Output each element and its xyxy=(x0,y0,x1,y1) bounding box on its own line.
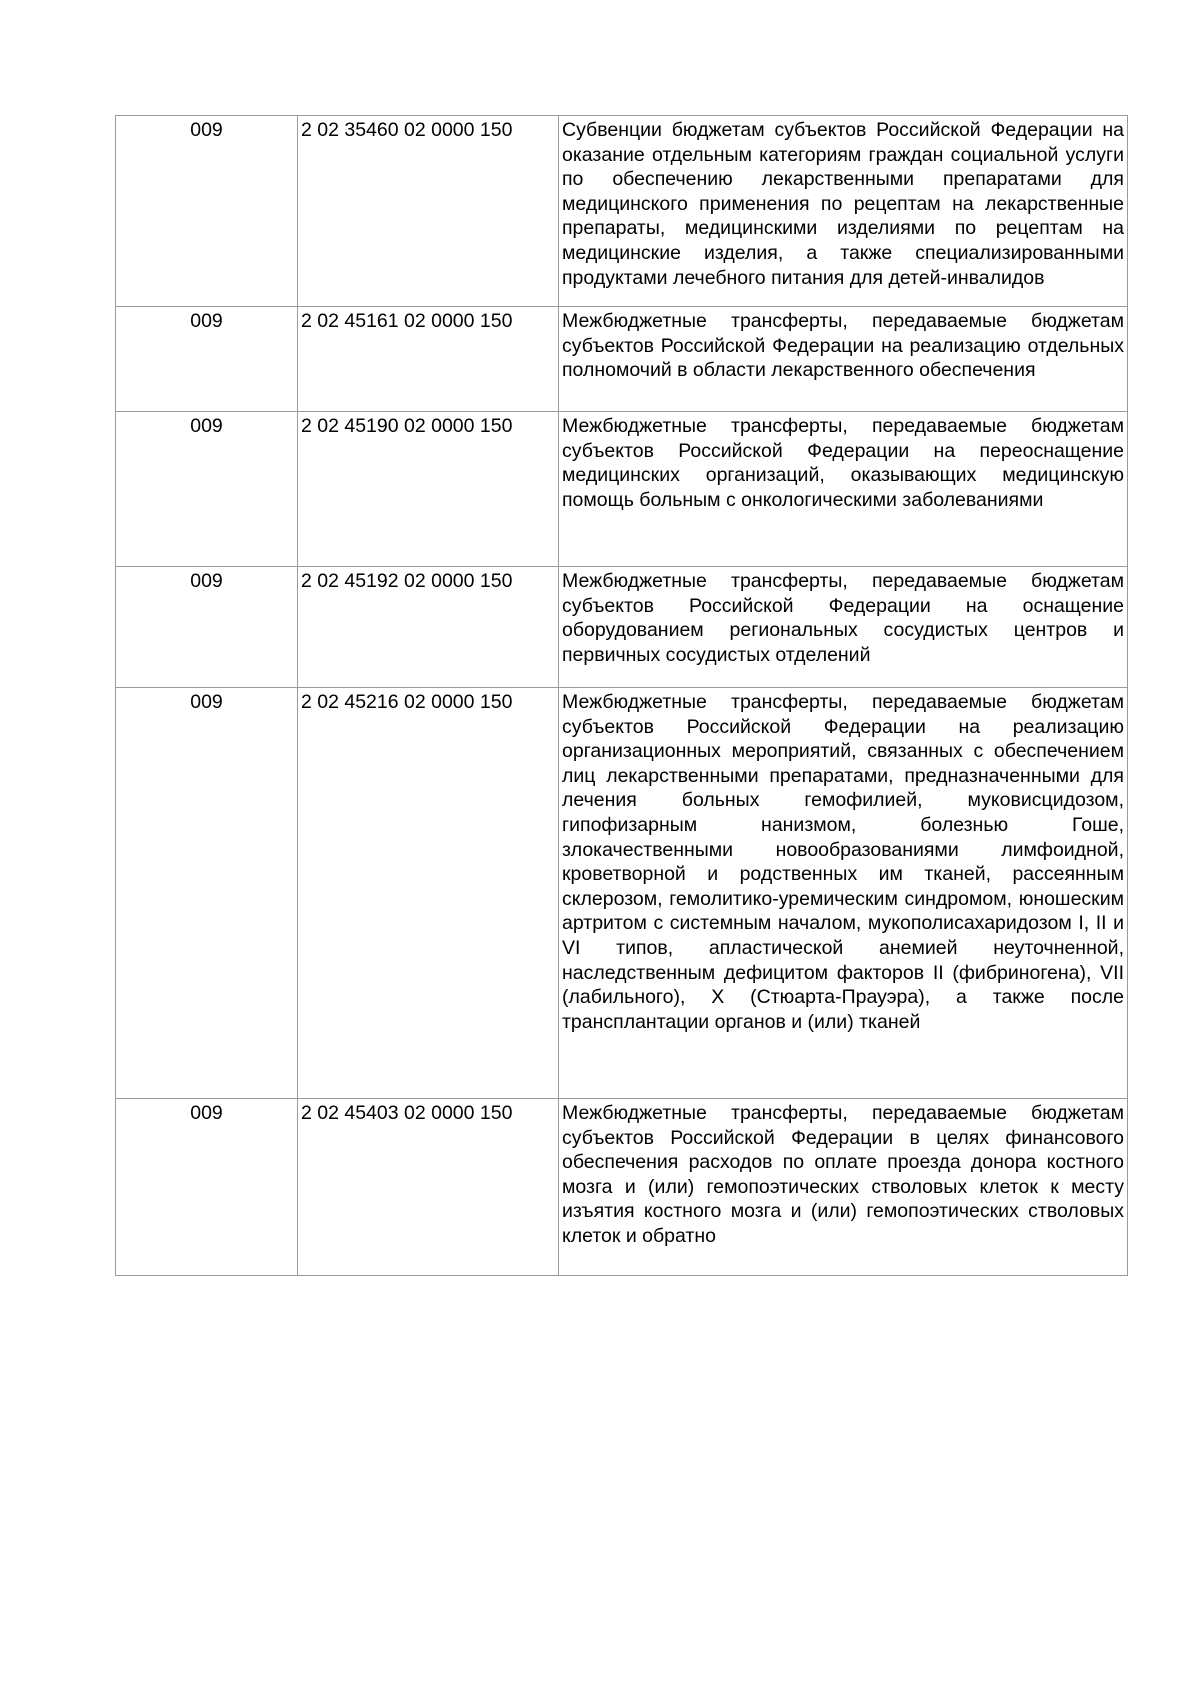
description-cell: Межбюджетные трансферты, передаваемые бюджетам субъектов Российской Федерации на переоснащение медицинских организаций, оказывающих медицинскую помощь больным с онкологическими заболеваниями xyxy=(559,412,1128,567)
budget-code-cell: 2 02 45161 02 0000 150 xyxy=(298,307,559,412)
table-row xyxy=(116,567,1128,688)
description-cell: Межбюджетные трансферты, передаваемые бюджетам субъектов Российской Федерации на реализацию организационных мероприятий, связанных с обеспечением лиц лекарственными препаратами, предназначенными для лечения больных гемофилией, муковисцидозом, гипофизарным нанизмом, болезнью Гоше, злокачественными новообразованиями лимфоидной, кроветворной и родственных им тканей, рассеянным склерозом, гемолитико-уремическим синдромом, юношеским артритом с системным началом, мукополисахаридозом I, II и VI типов, апластической анемией неуточненной, наследственным дефицитом факторов II (фибриногена), VII (лабильного), X (Стюарта-Прауэра), а также после трансплантации органов и (или) тканей xyxy=(559,688,1128,1099)
admin-code-cell: 009 xyxy=(116,688,298,1099)
table-row xyxy=(116,116,1128,307)
budget-codes-table xyxy=(115,115,1128,1276)
admin-code-cell: 009 xyxy=(116,567,298,688)
table-row xyxy=(116,688,1128,1099)
budget-code-cell: 2 02 35460 02 0000 150 xyxy=(298,116,559,307)
admin-code-cell: 009 xyxy=(116,116,298,307)
description-cell: Межбюджетные трансферты, передаваемые бюджетам субъектов Российской Федерации в целях финансового обеспечения расходов по оплате проезда донора костного мозга и (или) гемопоэтических стволовых клеток к месту изъятия костного мозга и (или) гемопоэтических стволовых клеток и обратно xyxy=(559,1099,1128,1276)
admin-code-cell: 009 xyxy=(116,412,298,567)
admin-code-cell: 009 xyxy=(116,307,298,412)
table-row xyxy=(116,1099,1128,1276)
description-cell: Субвенции бюджетам субъектов Российской Федерации на оказание отдельным категориям граждан социальной услуги по обеспечению лекарственными препаратами для медицинского применения по рецептам на лекарственные препараты, медицинскими изделиями по рецептам на медицинские изделия, а также специализированными продуктами лечебного питания для детей-инвалидов xyxy=(559,116,1128,307)
budget-code-cell: 2 02 45403 02 0000 150 xyxy=(298,1099,559,1276)
table-row xyxy=(116,412,1128,567)
description-cell: Межбюджетные трансферты, передаваемые бюджетам субъектов Российской Федерации на оснащение оборудованием региональных сосудистых центров и первичных сосудистых отделений xyxy=(559,567,1128,688)
description-cell: Межбюджетные трансферты, передаваемые бюджетам субъектов Российской Федерации на реализацию отдельных полномочий в области лекарственного обеспечения xyxy=(559,307,1128,412)
budget-code-cell: 2 02 45216 02 0000 150 xyxy=(298,688,559,1099)
admin-code-cell: 009 xyxy=(116,1099,298,1276)
budget-code-cell: 2 02 45192 02 0000 150 xyxy=(298,567,559,688)
budget-code-cell: 2 02 45190 02 0000 150 xyxy=(298,412,559,567)
table-row xyxy=(116,307,1128,412)
